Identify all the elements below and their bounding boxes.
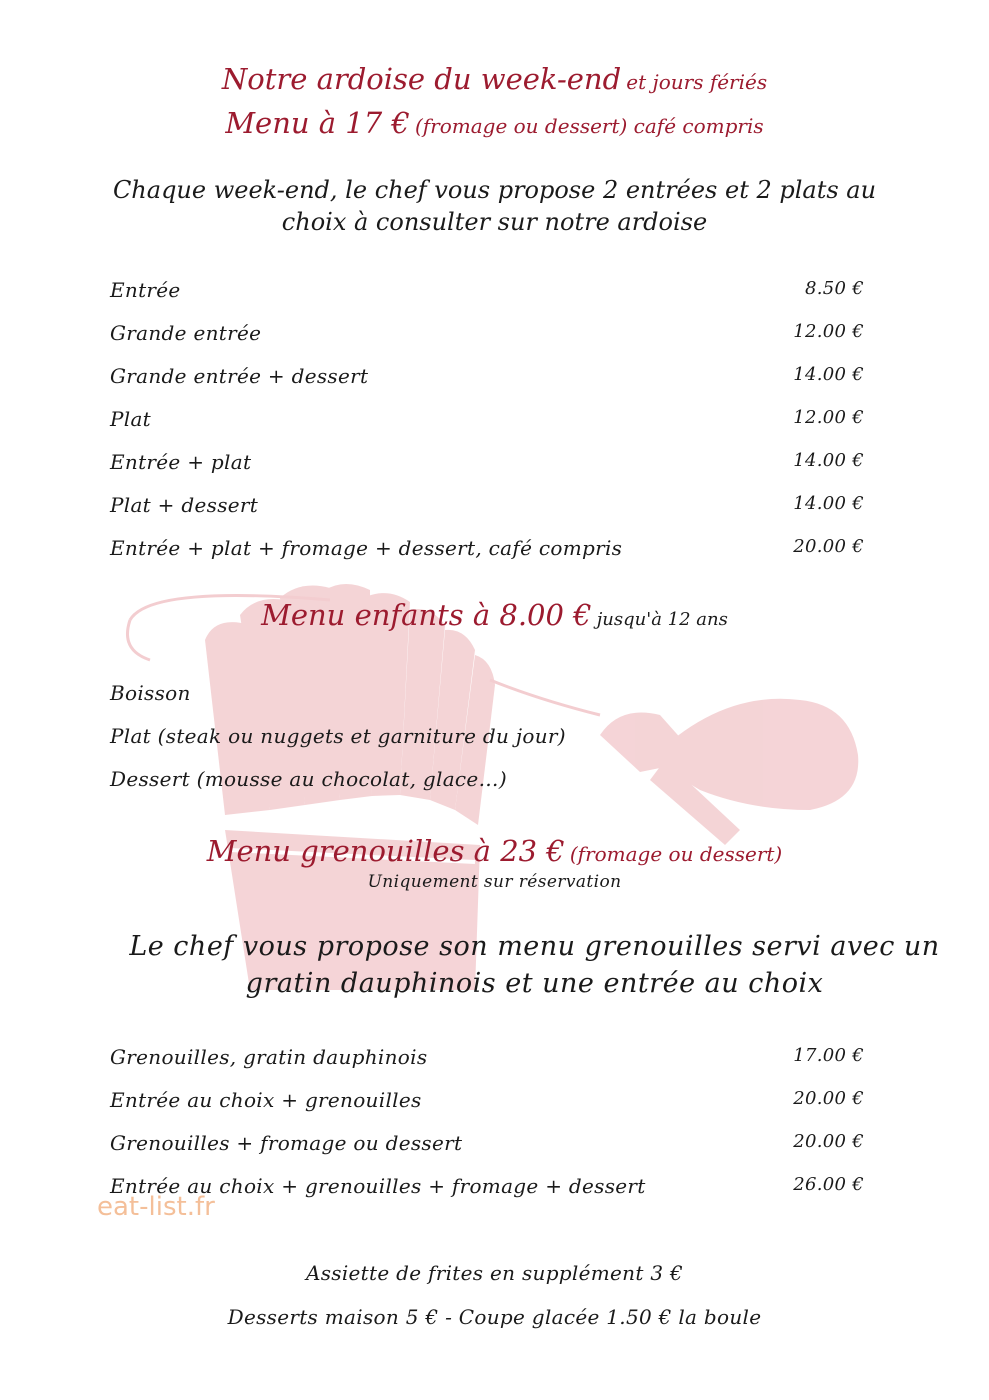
menu-row-price: 14.00 € (793, 493, 864, 514)
menu-row (110, 407, 864, 431)
menu-row (110, 450, 864, 474)
frogs-intro-line-2: gratin dauphinois et une entrée au choix (245, 968, 824, 999)
menu-row-price: 14.00 € (793, 450, 864, 471)
menu-row-label: Grande entrée + dessert (110, 364, 369, 388)
menu-row-label: Plat + dessert (110, 493, 259, 517)
frogs-menu-title (0, 834, 989, 868)
kids-menu-item: Boisson (110, 681, 191, 705)
menu-row-label: Grenouilles, gratin dauphinois (110, 1045, 428, 1069)
frogs-intro-line-1: Le chef vous propose son menu grenouilles servi avec un (129, 931, 940, 962)
weekend-title (0, 62, 989, 96)
menu-row-price: 12.00 € (793, 407, 864, 428)
menu-row (110, 493, 864, 517)
menu-row-price: 20.00 € (793, 1088, 864, 1109)
frogs-menu-row (110, 1045, 864, 1069)
menu-row-price: 12.00 € (793, 321, 864, 342)
menu-row-price: 20.00 € (793, 1131, 864, 1152)
menu-row-label: Entrée au choix + grenouilles (110, 1088, 422, 1112)
kids-menu-title-label: Menu enfants à 8.00 € (261, 598, 592, 632)
menu-row-price: 26.00 € (793, 1174, 864, 1195)
weekend-menu-price-label: Menu à 17 € (225, 106, 410, 140)
menu-row (110, 364, 864, 388)
menu-row-label: Grande entrée (110, 321, 262, 345)
menu-row-price: 14.00 € (793, 364, 864, 385)
kids-menu-item: Plat (steak ou nuggets et garniture du jour) (110, 724, 566, 748)
menu-row (110, 536, 864, 560)
frogs-reservation-note: Uniquement sur réservation (367, 872, 622, 892)
menu-row-label: Plat (110, 407, 152, 431)
weekend-menu-price-note: (fromage ou dessert) café compris (414, 114, 764, 138)
menu-row-label: Grenouilles + fromage ou dessert (110, 1131, 463, 1155)
frogs-menu-row (110, 1174, 864, 1198)
menu-row-price: 8.50 € (804, 278, 864, 299)
kids-menu-age-note: jusqu'à 12 ans (596, 609, 728, 630)
weekend-title-suffix: et jours fériés (626, 70, 768, 94)
kids-menu-title (0, 598, 989, 632)
weekend-title-main: Notre ardoise du week-end (221, 62, 622, 96)
site-credit-watermark: eat-list.fr (97, 1192, 215, 1222)
menu-row (110, 278, 864, 302)
menu-row-price: 17.00 € (793, 1045, 864, 1066)
footer-desserts: Desserts maison 5 € - Coupe glacée 1.50 € la boule (227, 1305, 762, 1329)
frogs-menu-row (110, 1088, 864, 1112)
weekend-menu-price (0, 106, 989, 140)
menu-row-label: Entrée au choix + grenouilles + fromage + dessert (110, 1174, 646, 1198)
kids-menu-item: Dessert (mousse au chocolat, glace…) (110, 767, 507, 791)
menu-row-label: Entrée + plat (110, 450, 252, 474)
weekend-intro-line-1: Chaque week-end, le chef vous propose 2 entrées et 2 plats au (112, 176, 877, 204)
frogs-menu-title-label: Menu grenouilles à 23 € (206, 834, 565, 868)
menu-row-label: Entrée (110, 278, 181, 302)
menu-row-price: 20.00 € (793, 536, 864, 557)
frogs-menu-title-note: (fromage ou dessert) (569, 842, 783, 866)
weekend-intro-line-2: choix à consulter sur notre ardoise (281, 208, 708, 236)
frogs-menu-row (110, 1131, 864, 1155)
menu-row-label: Entrée + plat + fromage + dessert, café compris (110, 536, 623, 560)
menu-row (110, 321, 864, 345)
footer-fries-supplement: Assiette de frites en supplément 3 € (305, 1261, 684, 1285)
